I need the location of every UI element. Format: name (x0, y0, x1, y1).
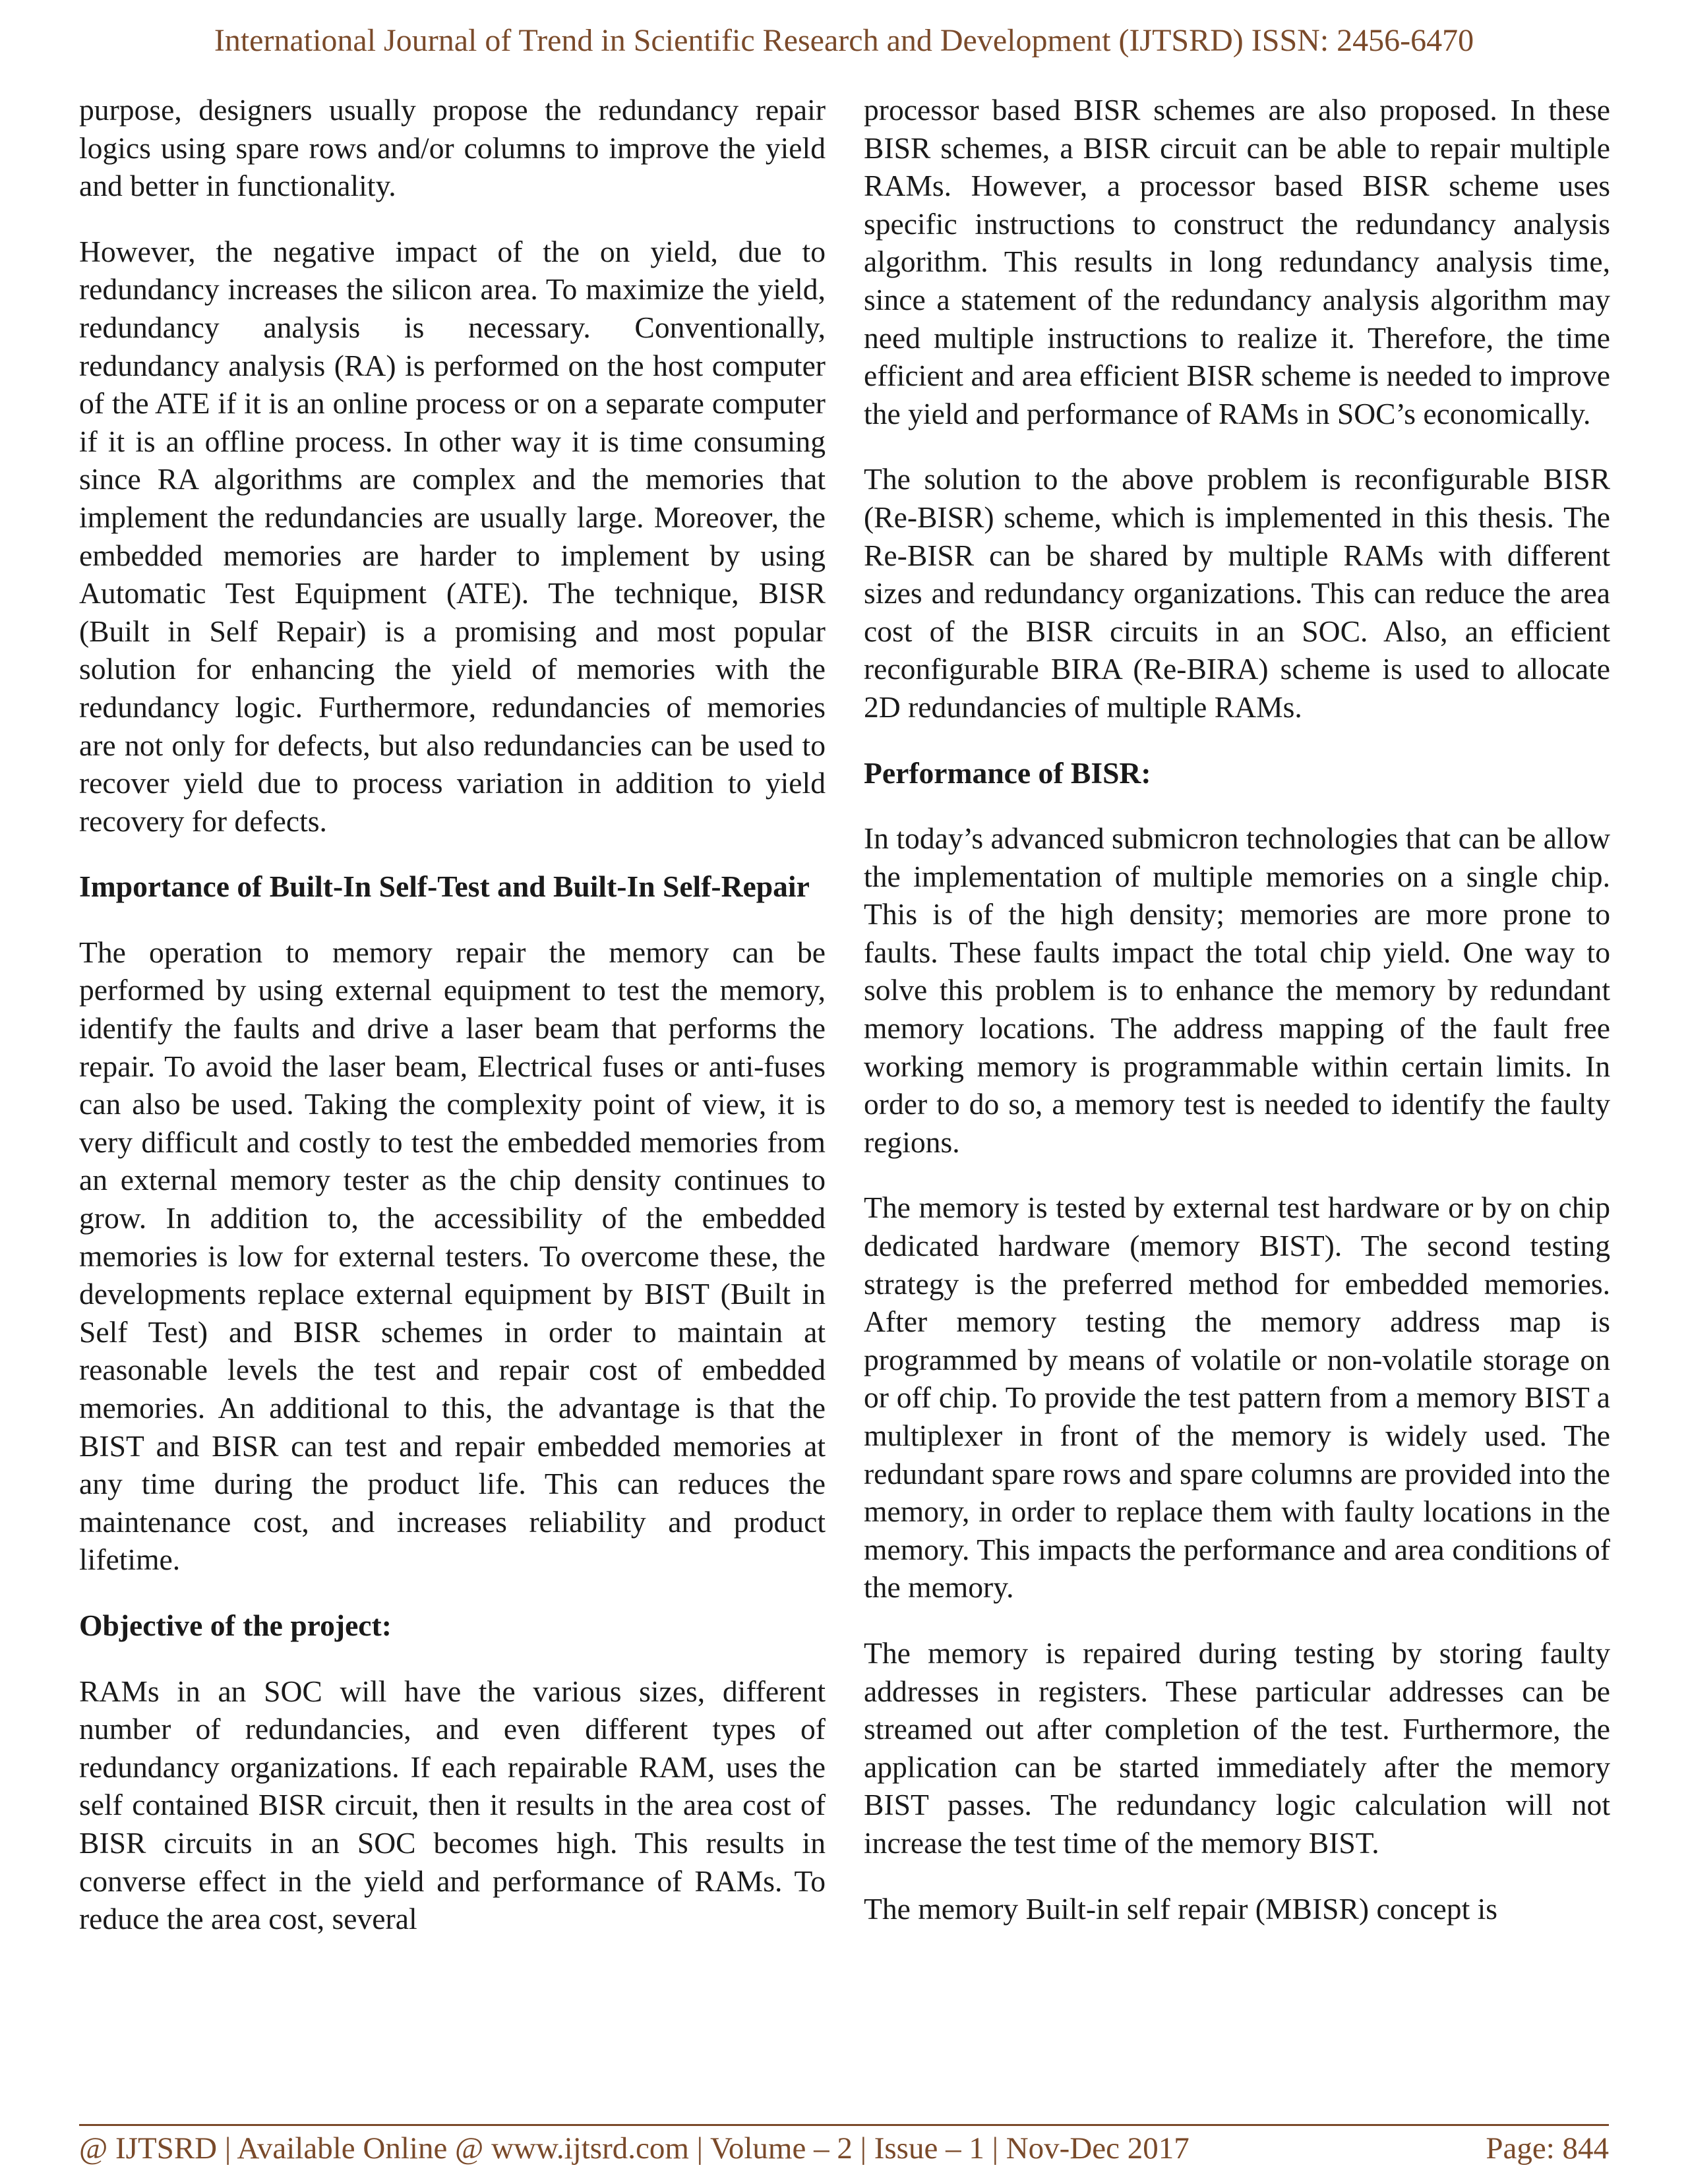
section-heading: Objective of the project: (79, 1608, 392, 1642)
paragraph: The memory Built-in self repair (MBISR) concept is (864, 1891, 1498, 1926)
right-column (864, 91, 1610, 1928)
paragraph: The memory is repaired during testing by storing faulty addresses in registers. These particular addresses can be streamed out after completion of the test. Furthermore, the application can be started immediately after the memory BIST passes. The redundancy logic calculation will not increase the test time of the memory BIST. (864, 1636, 1610, 1860)
section-heading: Performance of BISR: (864, 755, 1151, 790)
paragraph: The operation to memory repair the memory can be performed by using external equipment to test the memory, identify the faults and drive a laser beam that performs the repair. To avoid the laser beam, Electrical fuses or anti-fuses can also be used. Taking the complexity point of view, it is very difficult and costly to test the embedded memories from an external memory tester as the chip density continues to grow. In addition to, the accessibility of the embedded memories is low for external testers. To overcome these, the developments replace external equipment by BIST (Built in Self Test) and BISR schemes in order to maintain at reasonable levels the test and repair cost of embedded memories. An additional to this, the advantage is that the BIST and BISR can test and repair embedded memories at any time during the product life. This can reduces the maintenance cost, and increases reliability and product lifetime. (79, 935, 826, 1577)
running-header: International Journal of Trend in Scientific Research and Development (IJTSRD) ISSN: 2456-6470 (214, 23, 1474, 58)
paragraph: purpose, designers usually propose the redundancy repair logics using spare rows and/or columns to improve the yield and better in functionality. (79, 93, 826, 203)
paragraph: However, the negative impact of the on yield, due to redundancy increases the silicon area. To maximize the yield, redundancy analysis is necessary. Conventionally, redundancy analysis (RA) is performed on the host computer of the ATE if it is an online process or on a separate computer if it is an offline process. In other way it is time consuming since RA algorithms are complex and the memories that implement the redundancies are usually large. Moreover, the embedded memories are harder to implement by using Automatic Test Equipment (ATE). The technique, BISR (Built in Self Repair) is a promising and most popular solution for enhancing the yield of memories with the redundancy logic. Furthermore, redundancies of memories are not only for defects, but also redundancies can be used to recover yield due to process variation in addition to yield recovery for defects. (79, 234, 826, 838)
page-number: Page: 844 (1486, 2131, 1609, 2166)
footer-info: @ IJTSRD | Available Online @ www.ijtsrd.com | Volume – 2 | Issue – 1 | Nov-Dec 2017 (79, 2131, 1190, 2166)
page-footer (79, 2131, 1609, 2166)
paragraph: In today’s advanced submicron technologies that can be allow the implementation of multiple memories on a single chip. This is of the high density; memories are more prone to faults. These faults impact the total chip yield. One way to solve this problem is to enhance the memory by redundant memory locations. The address mapping of the fault free working memory is programmable within certain limits. In order to do so, a memory test is needed to identify the faulty regions. (864, 821, 1610, 1159)
footer-divider (79, 2124, 1609, 2126)
section-heading: Importance of Built-In Self-Test and Built-In Self-Repair (79, 870, 810, 904)
paragraph: The solution to the above problem is reconfigurable BISR (Re-BISR) scheme, which is implemented in this thesis. The Re-BISR can be shared by multiple RAMs with different sizes and redundancy organizations. This can reduce the area cost of the BISR circuits in an SOC. Also, an efficient reconfigurable BIRA (Re-BIRA) scheme is used to allocate 2D redundancies of multiple RAMs. (864, 462, 1610, 724)
left-column (79, 91, 826, 1938)
paragraph: processor based BISR schemes are also proposed. In these BISR schemes, a BISR circuit can be able to repair multiple RAMs. However, a processor based BISR scheme uses specific instructions to construct the redundancy analysis algorithm. This results in long redundancy analysis time, since a statement of the redundancy analysis algorithm may need multiple instructions to realize it. Therefore, the time efficient and area efficient BISR scheme is needed to improve the yield and performance of RAMs in SOC’s economically. (864, 93, 1610, 430)
paragraph: The memory is tested by external test hardware or by on chip dedicated hardware (memory BIST). The second testing strategy is the preferred method for embedded memories. After memory testing the memory address map is programmed by means of volatile or non-volatile storage on or off chip. To provide the test pattern from a memory BIST a multiplexer in front of the memory is widely used. The redundant spare rows and spare columns are provided into the memory, in order to replace them with faulty locations in the memory. This impacts the performance and area conditions of the memory. (864, 1191, 1610, 1605)
paragraph: RAMs in an SOC will have the various sizes, different number of redundancies, and even different types of redundancy organizations. If each repairable RAM, uses the self contained BISR circuit, then it results in the area cost of BISR circuits in an SOC becomes high. This results in converse effect in the yield and performance of RAMs. To reduce the area cost, several (79, 1674, 826, 1936)
